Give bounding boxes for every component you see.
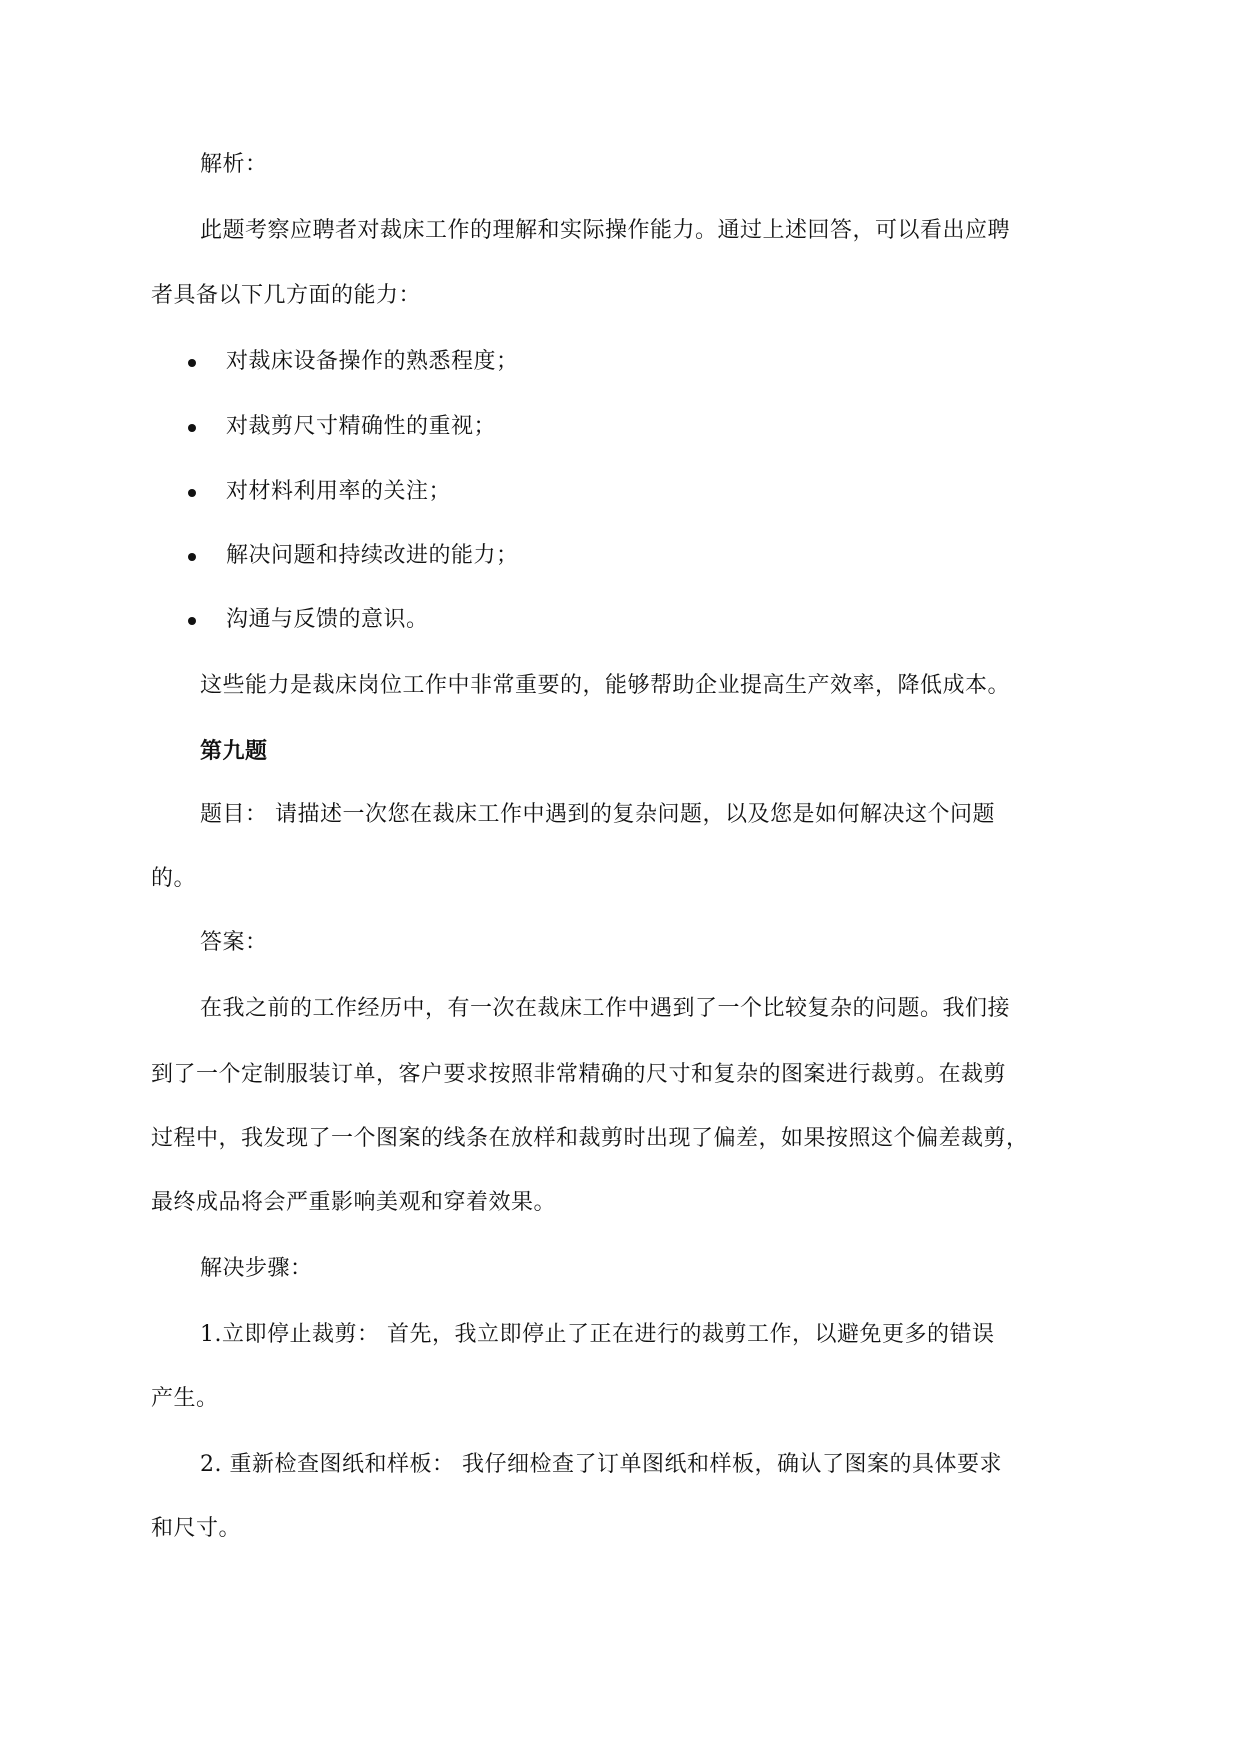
analysis-heading: 解析： bbox=[200, 152, 268, 177]
step-1-line-1: 1.立即停止裁剪： 首先，我立即停止了正在进行的裁剪工作，以避免更多的错误 bbox=[200, 1322, 995, 1347]
bullet-icon bbox=[188, 359, 196, 367]
bullet-item: 对材料利用率的关注； bbox=[226, 479, 452, 504]
bullet-item: 对裁床设备操作的熟悉程度； bbox=[226, 349, 519, 374]
analysis-paragraph-line-1: 此题考察应聘者对裁床工作的理解和实际操作能力。通过上述回答，可以看出应聘 bbox=[200, 218, 1011, 243]
answer-paragraph-line-2: 到了一个定制服装订单，客户要求按照非常精确的尺寸和复杂的图案进行裁剪。在裁剪 bbox=[151, 1062, 1007, 1087]
analysis-paragraph-line-2: 者具备以下几方面的能力： bbox=[151, 283, 422, 308]
analysis-conclusion: 这些能力是裁床岗位工作中非常重要的，能够帮助企业提高生产效率，降低成本。 bbox=[200, 673, 1011, 698]
answer-paragraph-line-3: 过程中，我发现了一个图案的线条在放样和裁剪时出现了偏差，如果按照这个偏差裁剪， bbox=[151, 1126, 1029, 1151]
question-title: 第九题 bbox=[200, 738, 268, 764]
answer-paragraph-line-4: 最终成品将会严重影响美观和穿着效果。 bbox=[151, 1190, 557, 1215]
bullet-item: 解决问题和持续改进的能力； bbox=[226, 543, 519, 568]
question-prompt-line-1: 题目： 请描述一次您在裁床工作中遇到的复杂问题，以及您是如何解决这个问题 bbox=[200, 802, 995, 827]
bullet-item: 对裁剪尺寸精确性的重视； bbox=[226, 414, 497, 439]
question-prompt-line-2: 的。 bbox=[151, 866, 197, 891]
answer-heading: 答案： bbox=[200, 930, 268, 955]
bullet-icon bbox=[188, 489, 196, 497]
step-1-line-2: 产生。 bbox=[151, 1386, 219, 1411]
bullet-item: 沟通与反馈的意识。 bbox=[226, 607, 429, 632]
bullet-icon bbox=[188, 617, 196, 625]
step-2-line-1: 2. 重新检查图纸和样板： 我仔细检查了订单图纸和样板，确认了图案的具体要求 bbox=[200, 1452, 1002, 1477]
bullet-icon bbox=[188, 424, 196, 432]
steps-heading: 解决步骤： bbox=[200, 1256, 313, 1281]
answer-paragraph-line-1: 在我之前的工作经历中，有一次在裁床工作中遇到了一个比较复杂的问题。我们接 bbox=[200, 996, 1011, 1021]
bullet-icon bbox=[188, 553, 196, 561]
step-2-line-2: 和尺寸。 bbox=[151, 1516, 242, 1541]
